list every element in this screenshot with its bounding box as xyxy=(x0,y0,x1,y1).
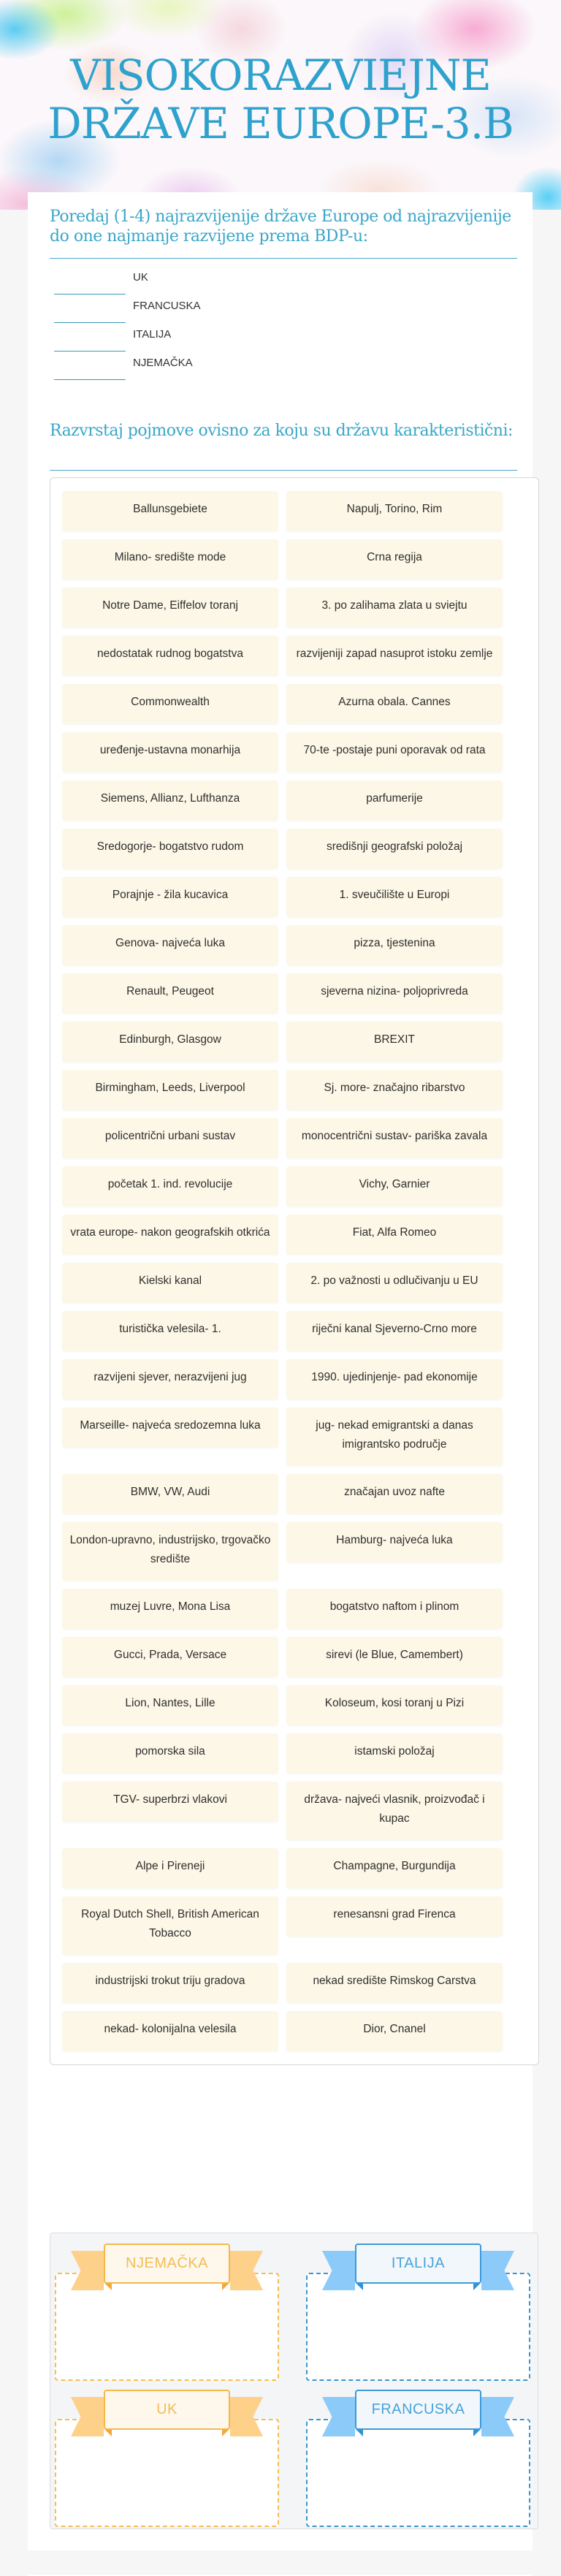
term-text: Dior, Cnanel xyxy=(363,2023,426,2035)
bucket-label: FRANCUSKA xyxy=(355,2390,481,2430)
term-text: Milano- središte mode xyxy=(114,551,226,563)
term-text: policentrični urbani sustav xyxy=(104,1130,236,1142)
term-text: 70-te -postaje puni oporavak od rata xyxy=(303,744,486,756)
term-text: pomorska sila xyxy=(135,1745,205,1758)
draggable-term[interactable] xyxy=(62,1637,278,1677)
ribbon-icon xyxy=(322,2397,355,2436)
term-text: 1. sveučilište u Europi xyxy=(339,889,450,901)
draggable-term[interactable] xyxy=(62,1589,278,1629)
title-line-2: DRŽAVE EUROPE-3.B xyxy=(47,99,514,148)
term-text: bogatstvo naftom i plinom xyxy=(329,1600,459,1613)
draggable-term[interactable] xyxy=(62,588,278,628)
page-title xyxy=(0,51,561,148)
ribbon-icon xyxy=(481,2397,514,2436)
term-text: BREXIT xyxy=(374,1033,415,1046)
draggable-term[interactable] xyxy=(62,2011,278,2051)
draggable-term[interactable] xyxy=(62,636,278,676)
draggable-term[interactable] xyxy=(62,780,278,821)
term-text: Alpe i Pireneji xyxy=(135,1860,205,1872)
draggable-term[interactable] xyxy=(286,1359,503,1399)
term-grid xyxy=(62,491,527,2051)
draggable-term[interactable] xyxy=(286,636,503,676)
bucket-label: NJEMAČKA xyxy=(104,2243,230,2284)
draggable-term[interactable] xyxy=(286,1896,503,1937)
draggable-term[interactable] xyxy=(62,1733,278,1774)
term-text: 1990. ujedinjenje- pad ekonomije xyxy=(311,1371,478,1383)
term-text: 3. po zalihama zlata u sviejtu xyxy=(321,599,468,612)
draggable-term[interactable] xyxy=(286,877,503,917)
draggable-term[interactable] xyxy=(286,925,503,965)
bucket-label: UK xyxy=(104,2390,230,2430)
term-text: nekad središte Rimskog Carstva xyxy=(313,1975,476,1987)
draggable-term[interactable] xyxy=(286,684,503,724)
term-text: TGV- superbrzi vlakovi xyxy=(113,1793,227,1806)
term-text: London-upravno, industrijsko, trgovačko središte xyxy=(69,1534,271,1565)
draggable-term[interactable] xyxy=(62,1522,278,1581)
term-text: Champagne, Burgundija xyxy=(333,1860,456,1872)
ribbon-icon xyxy=(230,2397,263,2436)
page-footer xyxy=(0,2550,561,2575)
draggable-term[interactable] xyxy=(62,684,278,724)
rank-input-uk[interactable] xyxy=(54,294,126,295)
term-text: industrijski trokut triju gradova xyxy=(95,1975,245,1987)
term-text: Vichy, Garnier xyxy=(359,1178,430,1190)
term-text: Sredogorje- bogatstvo rudom xyxy=(96,840,244,853)
draggable-term[interactable] xyxy=(62,925,278,965)
draggable-term[interactable] xyxy=(286,1166,503,1207)
term-text: Commonwealth xyxy=(131,696,210,708)
draggable-term[interactable] xyxy=(286,491,503,531)
term-text: Kielski kanal xyxy=(138,1274,202,1287)
term-text: pizza, tjestenina xyxy=(354,937,435,949)
term-text: Renault, Peugeot xyxy=(126,985,214,998)
draggable-term[interactable] xyxy=(62,1848,278,1888)
draggable-term[interactable] xyxy=(62,1311,278,1351)
draggable-term[interactable] xyxy=(62,1359,278,1399)
rank-label: ITALIJA xyxy=(133,328,172,341)
title-line-1: VISOKORAZVIEJNE xyxy=(70,50,491,100)
draggable-term[interactable] xyxy=(286,732,503,772)
ribbon-icon xyxy=(230,2251,263,2290)
header-banner xyxy=(0,0,561,210)
term-pool xyxy=(50,477,539,2065)
term-text: BMW, VW, Audi xyxy=(130,1486,210,1498)
term-text: Azurna obala. Cannes xyxy=(338,696,451,708)
term-text: monocentrični sustav- pariška zavala xyxy=(301,1130,488,1142)
draggable-term[interactable] xyxy=(62,1963,278,2003)
worksheet-card xyxy=(28,192,533,2576)
draggable-term[interactable] xyxy=(62,539,278,580)
draggable-term[interactable] xyxy=(62,1215,278,1255)
term-text: Birmingham, Leeds, Liverpool xyxy=(95,1082,245,1094)
draggable-term[interactable] xyxy=(286,1963,503,2003)
rank-input-francuska[interactable] xyxy=(54,322,126,323)
term-text: riječni kanal Sjeverno-Crno more xyxy=(312,1323,477,1335)
term-text: Fiat, Alfa Romeo xyxy=(352,1226,437,1239)
term-text: Crna regija xyxy=(367,551,422,563)
draggable-term[interactable] xyxy=(286,1215,503,1255)
draggable-term[interactable] xyxy=(286,2011,503,2051)
draggable-term[interactable] xyxy=(62,973,278,1014)
ribbon-icon xyxy=(322,2251,355,2290)
draggable-term[interactable] xyxy=(286,1474,503,1514)
draggable-term[interactable] xyxy=(62,1685,278,1725)
draggable-term[interactable] xyxy=(62,1166,278,1207)
term-text: renesansni grad Firenca xyxy=(333,1908,456,1920)
draggable-term[interactable] xyxy=(62,491,278,531)
term-text: razvijeniji zapad nasuprot istoku zemlje xyxy=(296,647,493,660)
ribbon-icon xyxy=(481,2251,514,2290)
draggable-term[interactable] xyxy=(62,1896,278,1955)
draggable-term[interactable] xyxy=(286,973,503,1014)
rank-label: UK xyxy=(133,271,148,284)
draggable-term[interactable] xyxy=(286,1407,503,1466)
draggable-term[interactable] xyxy=(286,1782,503,1840)
rank-label: NJEMAČKA xyxy=(133,357,193,369)
draggable-term[interactable] xyxy=(62,829,278,869)
term-text: turistička velesila- 1. xyxy=(119,1323,221,1335)
term-text: muzej Luvre, Mona Lisa xyxy=(110,1600,231,1613)
ranking-divider xyxy=(50,258,517,259)
draggable-term[interactable] xyxy=(62,1070,278,1110)
term-text: Lion, Nantes, Lille xyxy=(125,1697,215,1709)
draggable-term[interactable] xyxy=(286,1070,503,1110)
draggable-term[interactable] xyxy=(286,1637,503,1677)
draggable-term[interactable] xyxy=(286,1589,503,1629)
rank-label: FRANCUSKA xyxy=(133,300,201,312)
term-text: vrata europe- nakon geografskih otkrića xyxy=(70,1226,270,1239)
draggable-term[interactable] xyxy=(286,1022,503,1062)
drop-zones xyxy=(50,2233,538,2529)
term-text: Notre Dame, Eiffelov toranj xyxy=(102,599,238,612)
term-text: nekad- kolonijalna velesila xyxy=(104,2023,237,2035)
draggable-term[interactable] xyxy=(286,1733,503,1774)
draggable-term[interactable] xyxy=(286,1685,503,1725)
term-text: Marseille- najveća sredozemna luka xyxy=(80,1419,261,1432)
term-text: nedostatak rudnog bogatstva xyxy=(97,647,243,660)
term-text: Porajnje - žila kucavica xyxy=(112,889,229,901)
rank-input-njemacka[interactable] xyxy=(54,379,126,380)
draggable-term[interactable] xyxy=(286,1848,503,1888)
draggable-term[interactable] xyxy=(62,877,278,917)
term-text: sirevi (le Blue, Camembert) xyxy=(326,1649,463,1661)
term-text: uređenje-ustavna monarhija xyxy=(99,744,241,756)
term-text: Edinburgh, Glasgow xyxy=(119,1033,221,1046)
draggable-term[interactable] xyxy=(286,780,503,821)
bucket-label: ITALIJA xyxy=(355,2243,481,2284)
draggable-term[interactable] xyxy=(286,1522,503,1562)
term-text: razvijeni sjever, nerazvijeni jug xyxy=(94,1371,247,1383)
draggable-term[interactable] xyxy=(62,1782,278,1822)
term-text: Sj. more- značajno ribarstvo xyxy=(324,1082,465,1094)
term-text: Gucci, Prada, Versace xyxy=(113,1649,227,1661)
draggable-term[interactable] xyxy=(286,1263,503,1303)
term-text: 2. po važnosti u odlučivanju u EU xyxy=(310,1274,478,1287)
ribbon-icon xyxy=(71,2397,104,2436)
term-text: Napulj, Torino, Rim xyxy=(346,503,443,515)
sorting-question: Razvrstaj pojmove ovisno za koju su državu karakteristični: xyxy=(50,422,513,440)
draggable-term[interactable] xyxy=(62,1263,278,1303)
draggable-term[interactable] xyxy=(286,588,503,628)
sorting-divider xyxy=(50,470,517,471)
term-text: početak 1. ind. revolucije xyxy=(107,1178,233,1190)
draggable-term[interactable] xyxy=(286,539,503,580)
draggable-term[interactable] xyxy=(62,732,278,772)
draggable-term[interactable] xyxy=(62,1118,278,1158)
draggable-term[interactable] xyxy=(62,1474,278,1514)
draggable-term[interactable] xyxy=(286,829,503,869)
term-text: Genova- najveća luka xyxy=(115,937,225,949)
term-text: jug- nekad emigrantski a danas imigrantsko područje xyxy=(316,1419,473,1451)
term-text: istamski položaj xyxy=(354,1745,435,1758)
term-text: središnji geografski položaj xyxy=(326,840,463,853)
draggable-term[interactable] xyxy=(286,1311,503,1351)
term-text: Royal Dutch Shell, British American Tobacco xyxy=(81,1908,259,1939)
ranking-question: Poredaj (1-4) najrazvijenije države Europe od najrazvijenije do one najmanje razvijene prema BDP-u: xyxy=(50,208,511,246)
term-text: Hamburg- najveća luka xyxy=(336,1534,453,1546)
term-text: Ballunsgebiete xyxy=(133,503,207,515)
draggable-term[interactable] xyxy=(286,1118,503,1158)
term-text: Koloseum, kosi toranj u Pizi xyxy=(324,1697,465,1709)
term-text: sjeverna nizina- poljoprivreda xyxy=(321,985,468,998)
term-text: parfumerije xyxy=(366,792,423,805)
term-text: država- najveći vlasnik, proizvođač i kupac xyxy=(304,1793,485,1825)
rank-input-italija[interactable] xyxy=(54,351,126,352)
draggable-term[interactable] xyxy=(62,1022,278,1062)
term-text: Siemens, Allianz, Lufthanza xyxy=(100,792,240,805)
term-text: značajan uvoz nafte xyxy=(344,1486,445,1498)
ribbon-icon xyxy=(71,2251,104,2290)
draggable-term[interactable] xyxy=(62,1407,278,1448)
